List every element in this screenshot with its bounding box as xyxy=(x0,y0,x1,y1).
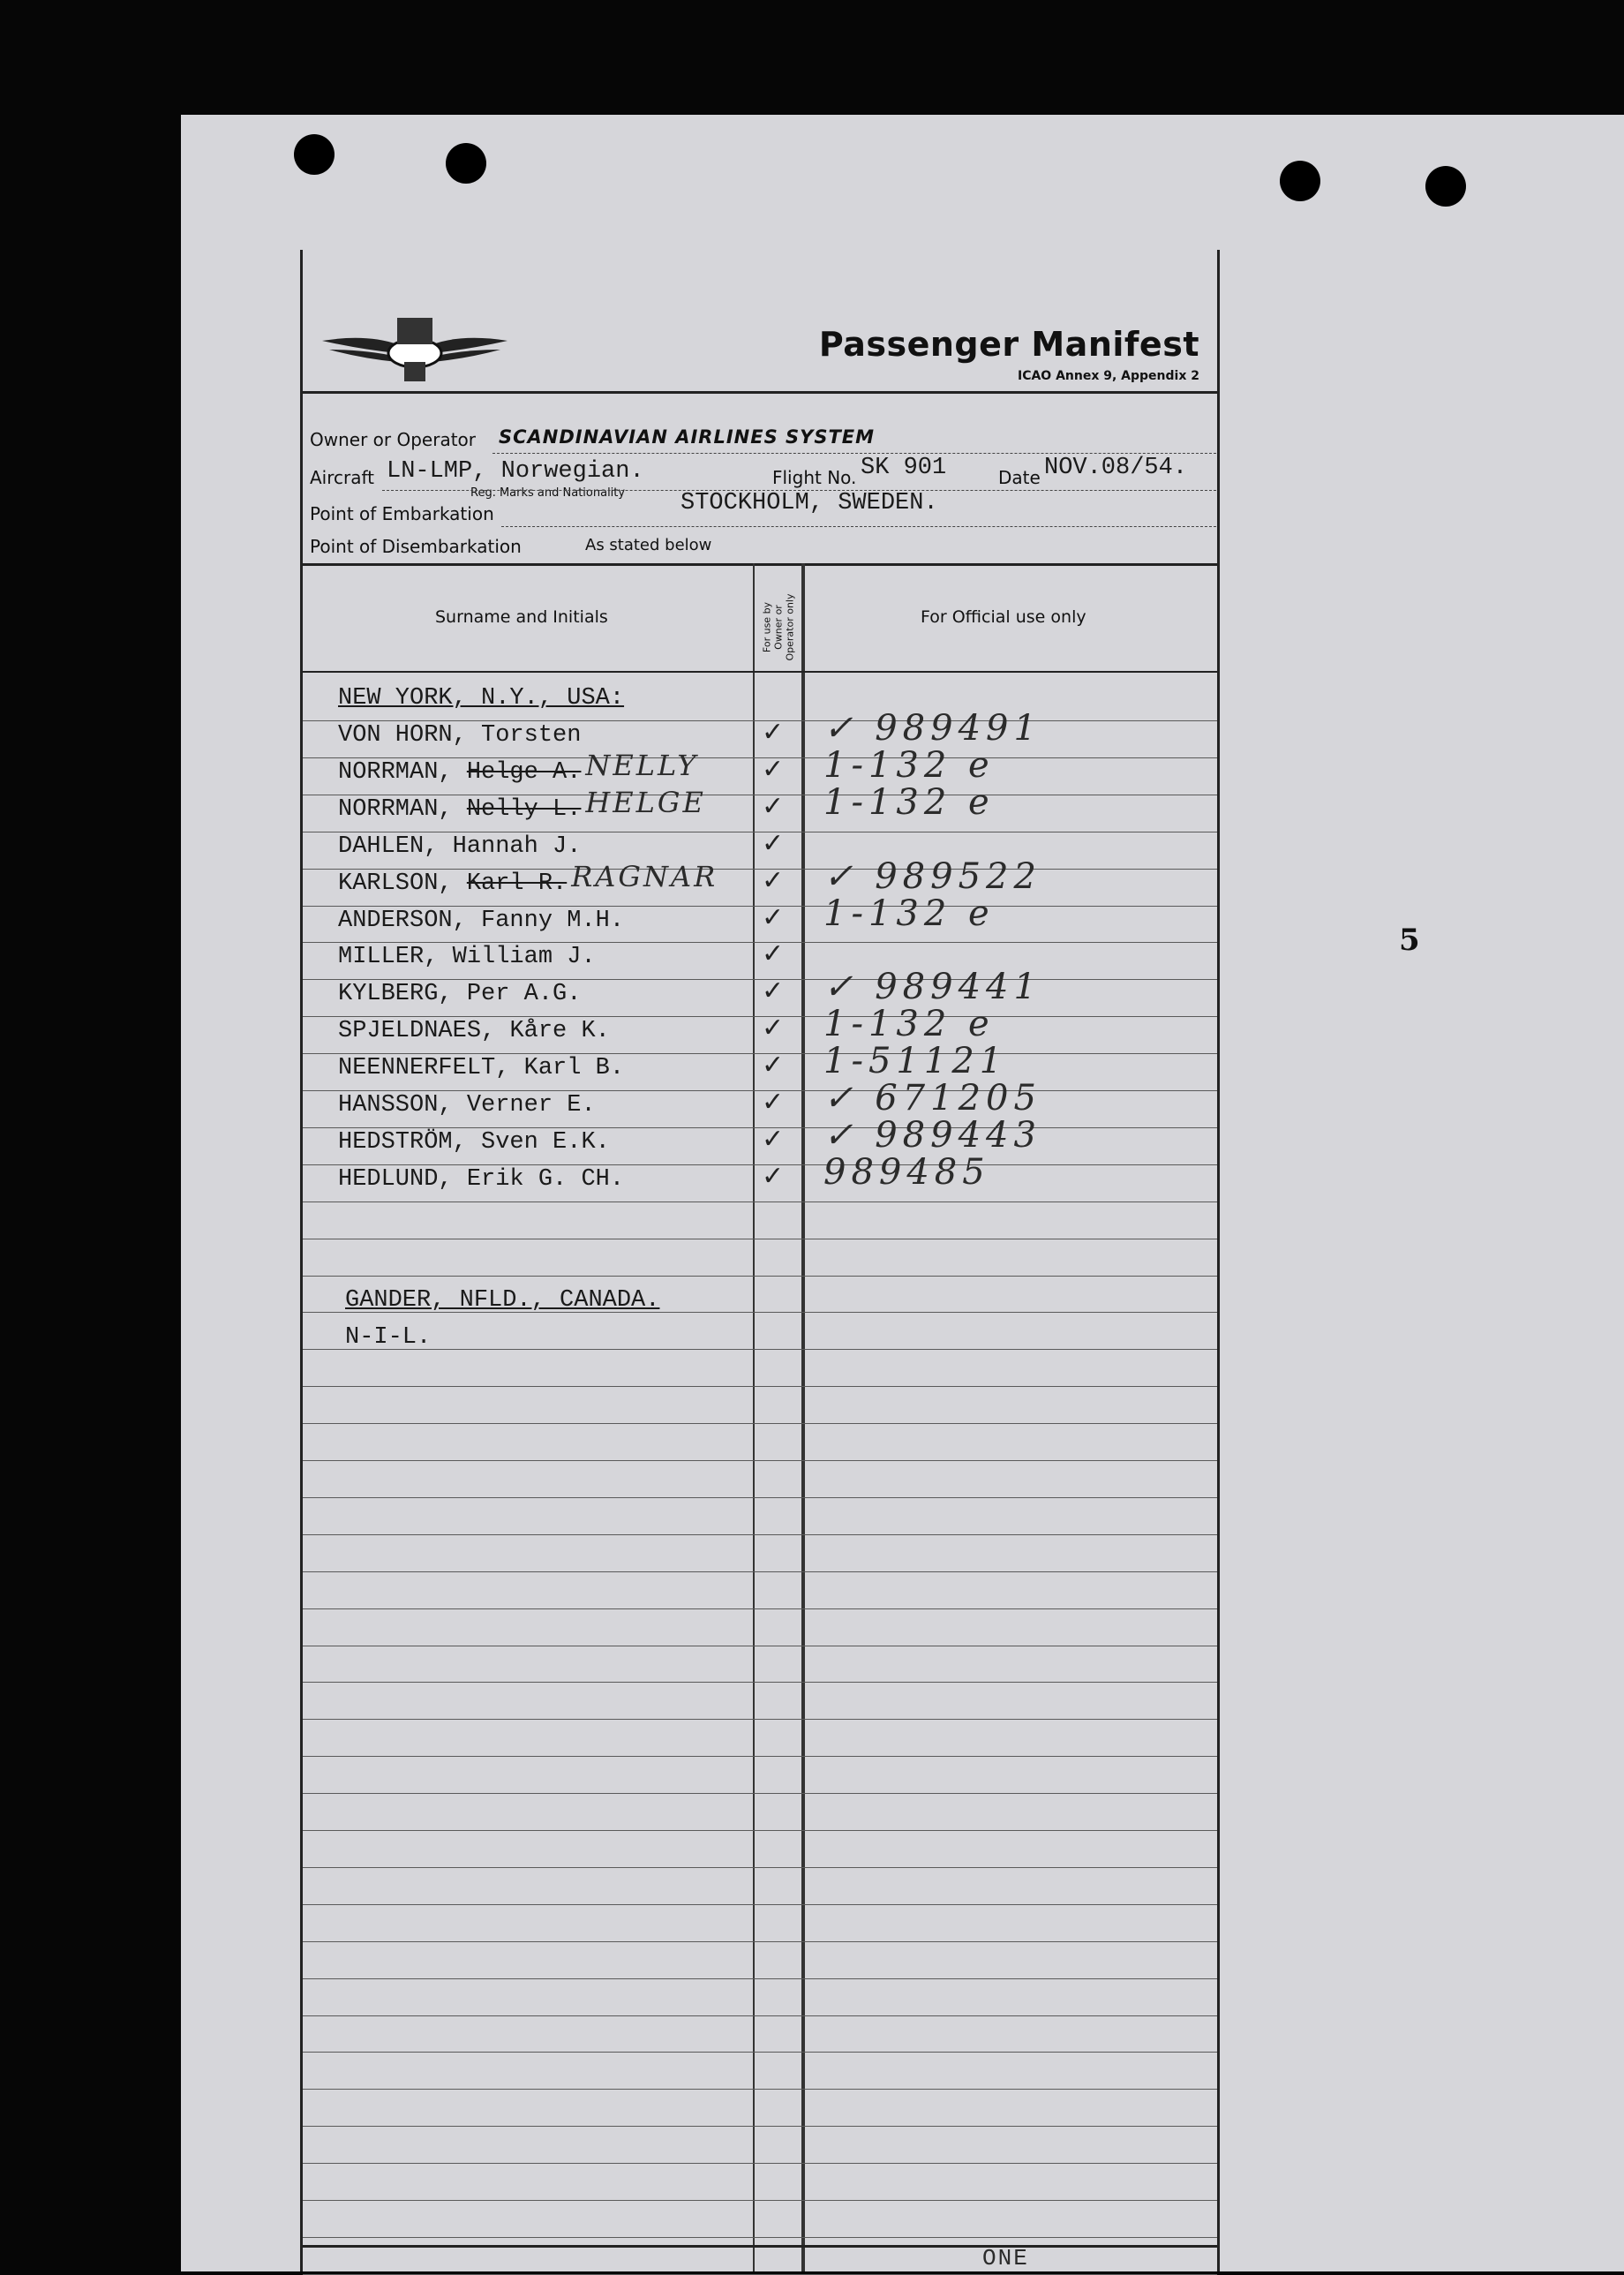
passenger-surname: HANSSON, xyxy=(338,1092,467,1119)
passenger-surname: HEDLUND, xyxy=(338,1165,467,1193)
owner-label: Owner or Operator xyxy=(310,429,476,450)
ruled-line xyxy=(303,1460,1217,1461)
passenger-given-names: Fanny M.H. xyxy=(481,907,625,934)
table-row xyxy=(303,1078,1217,1129)
footer-text: ONE xyxy=(982,2245,1029,2271)
official-annotation: ✓ 989522 xyxy=(823,855,1041,897)
table-row xyxy=(303,1114,1217,1166)
official-annotation: 1-51121 xyxy=(823,1041,1008,1082)
operator-check-mark: ✓ xyxy=(762,1160,785,1192)
passenger-name xyxy=(338,870,567,897)
struck-given-names: Helge A. xyxy=(466,758,582,786)
table-row xyxy=(303,827,1217,870)
table-row xyxy=(303,708,1217,759)
passenger-given-names: Torsten xyxy=(481,722,582,749)
operator-check-mark: ✓ xyxy=(762,1013,785,1044)
passenger-surname: NORRMAN, xyxy=(338,758,467,786)
operator-check-mark: ✓ xyxy=(762,717,785,748)
owner-col-line2: Owner or xyxy=(772,605,785,650)
ruled-line xyxy=(303,1386,1217,1387)
operator-check-mark: ✓ xyxy=(762,976,785,1007)
ruled-line xyxy=(303,1793,1217,1794)
ruled-line xyxy=(303,1830,1217,1831)
operator-check-mark: ✓ xyxy=(762,1050,785,1081)
passenger-name xyxy=(338,1018,610,1044)
official-annotation: ✓ 671205 xyxy=(823,1078,1041,1119)
ruled-line xyxy=(303,1756,1217,1757)
ruled-line xyxy=(303,2163,1217,2164)
handwritten-correction: HELGE xyxy=(585,785,706,819)
table-row xyxy=(303,781,1217,833)
ruled-line xyxy=(303,1497,1217,1498)
operator-check-mark: ✓ xyxy=(762,827,785,859)
handwritten-correction: NELLY xyxy=(585,748,699,782)
aircraft-note: Reg. Marks and Nationality xyxy=(470,486,626,500)
punch-hole xyxy=(1280,161,1320,201)
disembarkation-value: As stated below xyxy=(585,536,712,554)
official-annotation: 1-132 e xyxy=(823,781,995,823)
operator-check-mark: ✓ xyxy=(762,1123,785,1155)
owner-underline xyxy=(492,453,1216,454)
passenger-given-names: Per A.G. xyxy=(466,981,582,1008)
ruled-line xyxy=(303,2126,1217,2127)
passenger-surname: MILLER, xyxy=(338,944,453,971)
passenger-name xyxy=(338,1166,624,1193)
column-header-official: For Official use only xyxy=(921,607,1086,627)
struck-given-names: Karl R. xyxy=(466,870,568,897)
passenger-surname: NEENNERFELT, xyxy=(338,1055,524,1082)
disembarkation-label: Point of Disembarkation xyxy=(310,536,522,557)
struck-given-names: Nelly L. xyxy=(466,795,582,823)
document-subtitle: ICAO Annex 9, Appendix 2 xyxy=(1017,369,1199,383)
ruled-line xyxy=(303,1867,1217,1868)
ruled-line xyxy=(303,1719,1217,1720)
ruled-line xyxy=(303,1571,1217,1572)
table-row xyxy=(303,855,1217,908)
ruled-line xyxy=(303,1276,1217,1277)
official-annotation: 1-132 e xyxy=(823,893,995,934)
passenger-given-names: Sven E.K. xyxy=(481,1128,610,1156)
ruled-line xyxy=(303,1682,1217,1683)
ruled-line xyxy=(303,2089,1217,2090)
date-value: NOV.08/54. xyxy=(1044,455,1188,481)
destination-heading: NEW YORK, N.Y., USA: xyxy=(338,685,625,712)
passenger-name xyxy=(338,1129,610,1156)
passenger-surname: DAHLEN, xyxy=(338,832,453,860)
passenger-given-names: Kåre K. xyxy=(509,1018,610,1045)
punch-hole xyxy=(446,143,486,184)
table-row xyxy=(303,893,1217,945)
destination-note: N-I-L. xyxy=(345,1324,432,1351)
embarkation-value: STOCKHOLM, SWEDEN. xyxy=(680,490,938,516)
owner-col-line3: Operator only xyxy=(784,593,796,661)
header-rule xyxy=(303,391,1217,394)
ruled-line xyxy=(303,1349,1217,1350)
official-annotation: ✓ 989443 xyxy=(823,1114,1041,1156)
date-label: Date xyxy=(998,467,1041,488)
ruled-line xyxy=(303,1904,1217,1905)
ruled-line xyxy=(303,1423,1217,1424)
aircraft-value: LN-LMP, Norwegian. xyxy=(387,458,644,485)
operator-check-mark: ✓ xyxy=(762,938,785,970)
operator-check-mark: ✓ xyxy=(762,1087,785,1118)
table-row xyxy=(303,938,1217,981)
official-annotation: 1-132 e xyxy=(823,1004,995,1045)
ruled-line xyxy=(303,2015,1217,2016)
official-annotation: 989485 xyxy=(823,1151,990,1193)
table-bottom-rule xyxy=(303,2245,1217,2248)
passenger-surname: HEDSTRÖM, xyxy=(338,1128,482,1156)
table-row xyxy=(303,1004,1217,1055)
operator-check-mark: ✓ xyxy=(762,790,785,822)
flight-label: Flight No. xyxy=(772,467,857,488)
official-annotation: ✓ 989441 xyxy=(823,967,1041,1008)
document-title: Passenger Manifest xyxy=(818,325,1199,364)
passenger-given-names: William J. xyxy=(452,944,596,971)
manifest-form xyxy=(300,250,1220,2271)
ruled-line xyxy=(303,720,1217,721)
passenger-name xyxy=(338,1055,624,1081)
ruled-line xyxy=(303,2200,1217,2201)
passenger-name xyxy=(338,944,596,970)
passenger-name xyxy=(338,759,581,786)
embarkation-label: Point of Embarkation xyxy=(310,503,494,524)
passenger-surname: SPJELDNAES, xyxy=(338,1018,510,1045)
table-row xyxy=(303,744,1217,796)
flight-value: SK 901 xyxy=(861,455,947,481)
owner-col-line1: For use by xyxy=(761,601,773,653)
ruled-line xyxy=(303,2052,1217,2053)
punch-hole xyxy=(1425,166,1466,207)
passenger-given-names: Verner E. xyxy=(466,1092,596,1119)
ruled-line xyxy=(303,1941,1217,1942)
sas-wings-logo-icon xyxy=(313,307,516,387)
column-header-owner xyxy=(756,568,801,669)
passenger-table xyxy=(303,563,1217,2271)
passenger-name xyxy=(338,908,624,934)
table-row xyxy=(303,1041,1217,1092)
operator-check-mark: ✓ xyxy=(762,753,785,785)
aircraft-label: Aircraft xyxy=(310,467,375,488)
ruled-line xyxy=(303,1534,1217,1535)
passenger-name xyxy=(338,1092,596,1119)
passenger-name xyxy=(338,833,581,860)
operator-check-mark: ✓ xyxy=(762,901,785,933)
column-header-name: Surname and Initials xyxy=(435,607,608,627)
ruled-line xyxy=(303,1978,1217,1979)
punch-hole xyxy=(294,134,335,175)
passenger-given-names: Hannah J. xyxy=(452,832,582,860)
header-bottom-rule xyxy=(303,671,1217,673)
owner-value: SCANDINAVIAN AIRLINES SYSTEM xyxy=(499,426,876,448)
passenger-surname: KYLBERG, xyxy=(338,981,467,1008)
operator-check-mark: ✓ xyxy=(762,864,785,896)
passenger-name xyxy=(338,796,581,823)
passenger-given-names: Erik G. CH. xyxy=(466,1165,625,1193)
table-row xyxy=(303,967,1217,1018)
table-top-rule xyxy=(303,563,1217,566)
embarkation-underline xyxy=(501,526,1216,527)
page-number: 5 xyxy=(1399,923,1420,958)
table-row xyxy=(303,1151,1217,1203)
handwritten-correction: RAGNAR xyxy=(571,859,718,893)
destination-heading: GANDER, NFLD., CANADA. xyxy=(345,1287,660,1314)
passenger-given-names: Karl B. xyxy=(523,1055,625,1082)
official-annotation: ✓ 989491 xyxy=(823,708,1041,749)
ruled-line xyxy=(303,1608,1217,1609)
passenger-surname: VON HORN, xyxy=(338,722,482,749)
passenger-name xyxy=(338,981,581,1007)
ruled-line xyxy=(303,2237,1217,2238)
passenger-surname: ANDERSON, xyxy=(338,907,482,934)
passenger-surname: NORRMAN, xyxy=(338,795,467,823)
passenger-surname: KARLSON, xyxy=(338,870,467,897)
passenger-name xyxy=(338,722,581,749)
official-annotation: 1-132 e xyxy=(823,744,995,786)
